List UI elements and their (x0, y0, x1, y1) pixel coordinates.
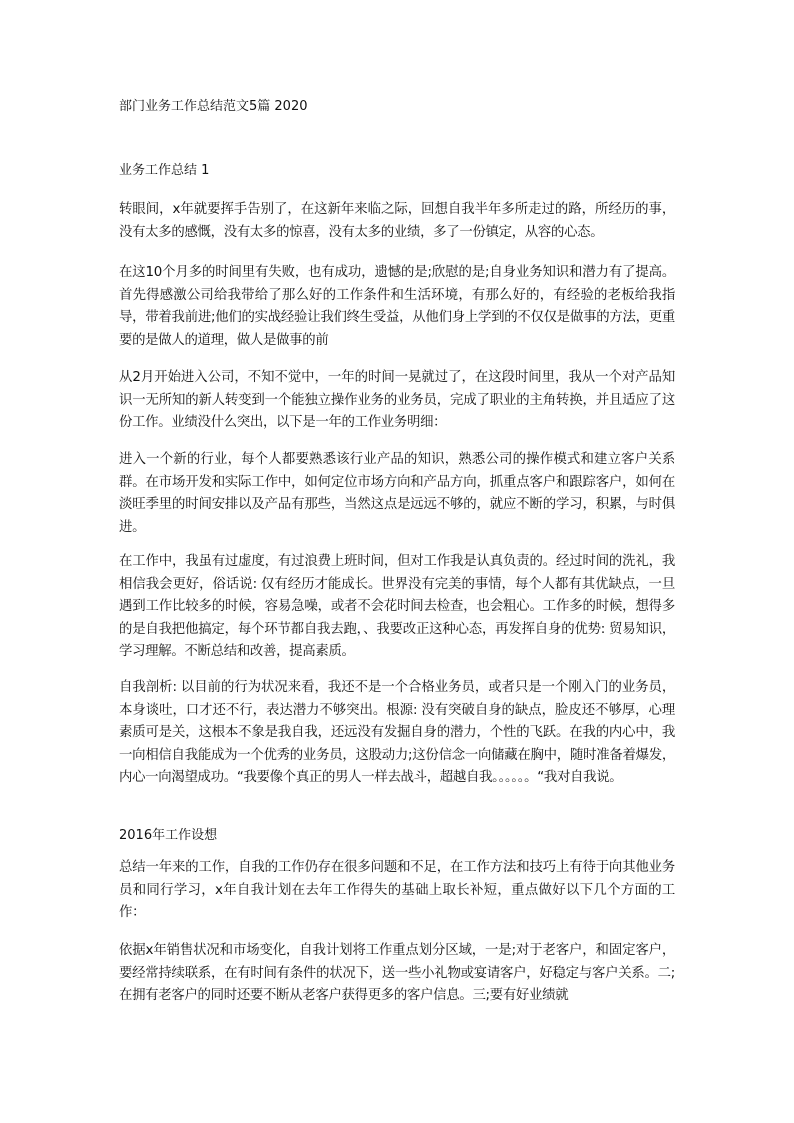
paragraph: 进入一个新的行业，每个人都要熟悉该行业产品的知识，熟悉公司的操作模式和建立客户关系群。在市场开发和实际工作中，如何定位市场方向和产品方向，抓重点客户和跟踪客户，如何在淡旺季里的时间安排以及产品有那些，当然这点是远远不够的，就应不断的学习，积累，与时俱进。 (119, 452, 675, 535)
document-title: 部门业务工作总结范文5篇 2020 (119, 99, 308, 114)
section-heading-summary-1: 业务工作总结 1 (119, 163, 210, 178)
paragraph: 总结一年来的工作，自我的工作仍存在很多问题和不足，在工作方法和技巧上有待于向其他业务员和同行学习，x年自我计划在去年工作得失的基础上取长补短，重点做好以下几个方面的工作： (119, 860, 675, 920)
paragraph: 在工作中，我虽有过虚度，有过浪费上班时间，但对工作我是认真负责的。经过时间的洗礼，我相信我会更好，俗话说: 仅有经历才能成长。世界没有完美的事情，每个人都有其优缺点，一旦遇到工作比较多的时候，容易急噪，或者不会花时间去检查，也会粗心。工作多的时候，想得多的是自我把他搞定，每个环节都自我去跑，、我要改正这种心态，再发挥自身的优势: 贸易知识，学习理解。不断总结和改善，提高素质。 (119, 554, 675, 659)
paragraph: 在这10个月多的时间里有失败，也有成功，遗憾的是;欣慰的是;自身业务知识和潜力有了提高。首先得感激公司给我带给了那么好的工作条件和生活环境，有那么好的，有经验的老板给我指导，带着我前进;他们的实战经验让我们终生受益，从他们身上学到的不仅仅是做事的方法，更重要的是做人的道理，做人是做事的前 (119, 265, 675, 348)
section-heading-2016-plan: 2016年工作设想 (119, 828, 218, 843)
paragraph: 自我剖析: 以目前的行为状况来看，我还不是一个合格业务员，或者只是一个刚入门的业务员，本身谈吐，口才还不行，表达潜力不够突出。根源: 没有突破自身的缺点，脸皮还不够厚，心理素质可是关，这根本不象是我自我，还远没有发掘自身的潜力，个性的飞跃。在我的内心中，我一向相信自我能成为一个优秀的业务员，这股动力;这份信念一向储藏在胸中，随时准备着爆发，内心一向渴望成功。“我要像个真正的男人一样去战斗，超越自我。。。。。。“我对自我说。 (119, 680, 675, 785)
paragraph: 从2月开始进入公司，不知不觉中，一年的时间一晃就过了，在这段时间里，我从一个对产品知识一无所知的新人转变到一个能独立操作业务的业务员，完成了职业的主角转换，并且适应了这份工作。业绩没什么突出，以下是一年的工作业务明细： (119, 370, 675, 430)
paragraph: 转眼间，x年就要挥手告别了，在这新年来临之际，回想自我半年多所走过的路，所经历的事，没有太多的感慨，没有太多的惊喜，没有太多的业绩，多了一份镇定，从容的心态。 (119, 202, 675, 240)
paragraph: 依据x年销售状况和市场变化，自我计划将工作重点划分区域，一是;对于老客户，和固定客户，要经常持续联系，在有时间有条件的状况下，送一些小礼物或宴请客户，好稳定与客户关系。二;在拥有老客户的同时还要不断从老客户获得更多的客户信息。三;要有好业绩就 (119, 943, 675, 1003)
